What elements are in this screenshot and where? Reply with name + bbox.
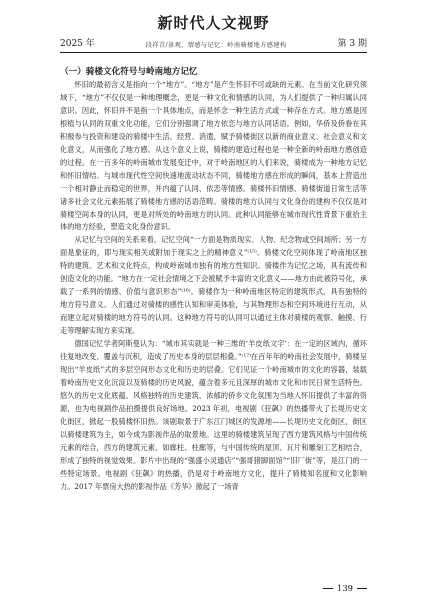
body-paragraph-1: 怀旧的最初含义是指向一个“地方”。“地方”是产生怀旧不可或缺的元素。在当前文化研究领域下，“地方”不仅仅是一种地理概念，更是一种文化和情感的认同，为人们提供了一种归属认同意识。因此，怀旧并不是指一个具体地点，而是怀念一种生活方式或一种存在方式。地方感是因根植与认同的双重文化功能，它们分别强调了地方依恋与地方认同话语。例如，华侨及侨眷在其积极参与投资和建设的骑楼中生活、经营、消遣，赋予骑楼街区以新的商业意义、社会意义和文化意义，从而强化了地方感。从这个意义上说，骑楼的建造过程也是一种全新的岭南地方感创造的过程。在一百多年的岭南城市发展变迁中，对于岭南地区的人们来说，骑楼成为一种地方记忆和怀旧情结。与城市现代性空间快速地流动状态不同，骑楼地方感在形成的瞬间，基本上营造出一个相对静止而稳定的世界，并内蕴了认同、依恋等情感。骑楼怀旧情感、骑楼街道日常生活等诸多社会文化元素拓展了骑楼地方感的话语范畴。骑楼的地方认同与文化身份的建构不仅仅是对骑楼空间本身的认同，更是对所处的岭南地方的认同。此种认同能够在城市现代性背景下重拾主体的地方经验，塑造文化身份意识。 <box>60 80 367 232</box>
running-title: 段祥青/景观、情感与记忆：岭南骑楼地方感建构 <box>145 42 287 49</box>
section-heading: （一）骑楼文化符号与岭南地方记忆 <box>60 67 198 77</box>
page-number-value: 139 <box>337 583 353 593</box>
running-header <box>60 36 367 53</box>
body-paragraph-3: 德国记忆学者阿斯曼认为：“城市其实就是一种三维的‘羊皮纸文字’：在一定的区域内，循环往复地改变、覆盖与沉积，造成了历史本身的层层相叠。”⁽¹⁷⁾在百年年的岭南社会发展中，骑楼呈现出“羊皮纸”式的多层空间形态文化和历史的层叠。它们见证一个岭南城市的文化的容器，装载着岭南历史文化沉淀以及骑楼的历史风貌，蕴含着多元且深厚的城市文化和市民日常生活特色。悠久的历史文化底蕴、风格独特的历史建筑、浓郁的侨乡文化氛围为当地人怀旧提供了丰富的资源，也为电视剧作品拍摄提供良好场地。2023 年初，电视剧《狂飙》的热播带火了长堤历史文化街区，掀起一股骑楼怀旧热。该剧取景于广东江门城区的发源地——长堤历史文化街区，街区以骑楼建筑为主，如今成为影视作品的取景地。这里的骑楼建筑呈现了西方建筑风格与中国传统元素的结合，西方的建筑元素，如廊柱、柱廊等，与中国传统的屋顶、瓦片和雕刻工艺相结合，形成了独特的视觉效果。影片中出现的“强盛小灵通店”“强哥猪脚面馆”“旧厂街”等，是江门的一些特定场景。电视剧《狂飙》的热播，仍是对于岭南地方文化，提升了骑楼知名度和文化影响力。2017 年票房大热的影视作品《芳华》掀起了一场青 <box>60 339 367 491</box>
page-number-dash-left <box>323 588 333 589</box>
header-year: 2025 年 <box>60 39 95 49</box>
article-body <box>60 79 367 494</box>
header-issue: 第 3 期 <box>337 39 367 49</box>
body-paragraph-2: 从记忆与空间的关系来看，记忆空间“一方面是物质现实、人物、纪念物或空间场所；另一方面是象征的，即与现实相关或附加于现实之上的精神意义”⁽¹⁵⁾。骑楼文化空间体现了岭南地区独特的建筑、艺术和文化特点，构成岭南城市独有的地方性知识。骑楼作为记忆之场，具有流传和创造文化的功能。“地方在一定社会情境之下会被赋予丰富的文化意义——地方由此被符号化，承载了一系列的情感、价值与意识形态”⁽¹⁶⁾。骑楼作为一种岭南地区特定的建筑形式，具有独特的地方符号意义。人们通过对骑楼的感性认知和审美体验，与其物理形态和空间环境进行互动，从而建立起对骑楼的地方符号的认同。这种地方符号的认同可以通过主体对骑楼的观察、触摸、行走等理解实现方来实现。 <box>60 235 367 336</box>
page-number-dash-right <box>357 588 367 589</box>
journal-title: 新时代人文视野 <box>157 14 270 32</box>
page-number <box>323 583 367 593</box>
